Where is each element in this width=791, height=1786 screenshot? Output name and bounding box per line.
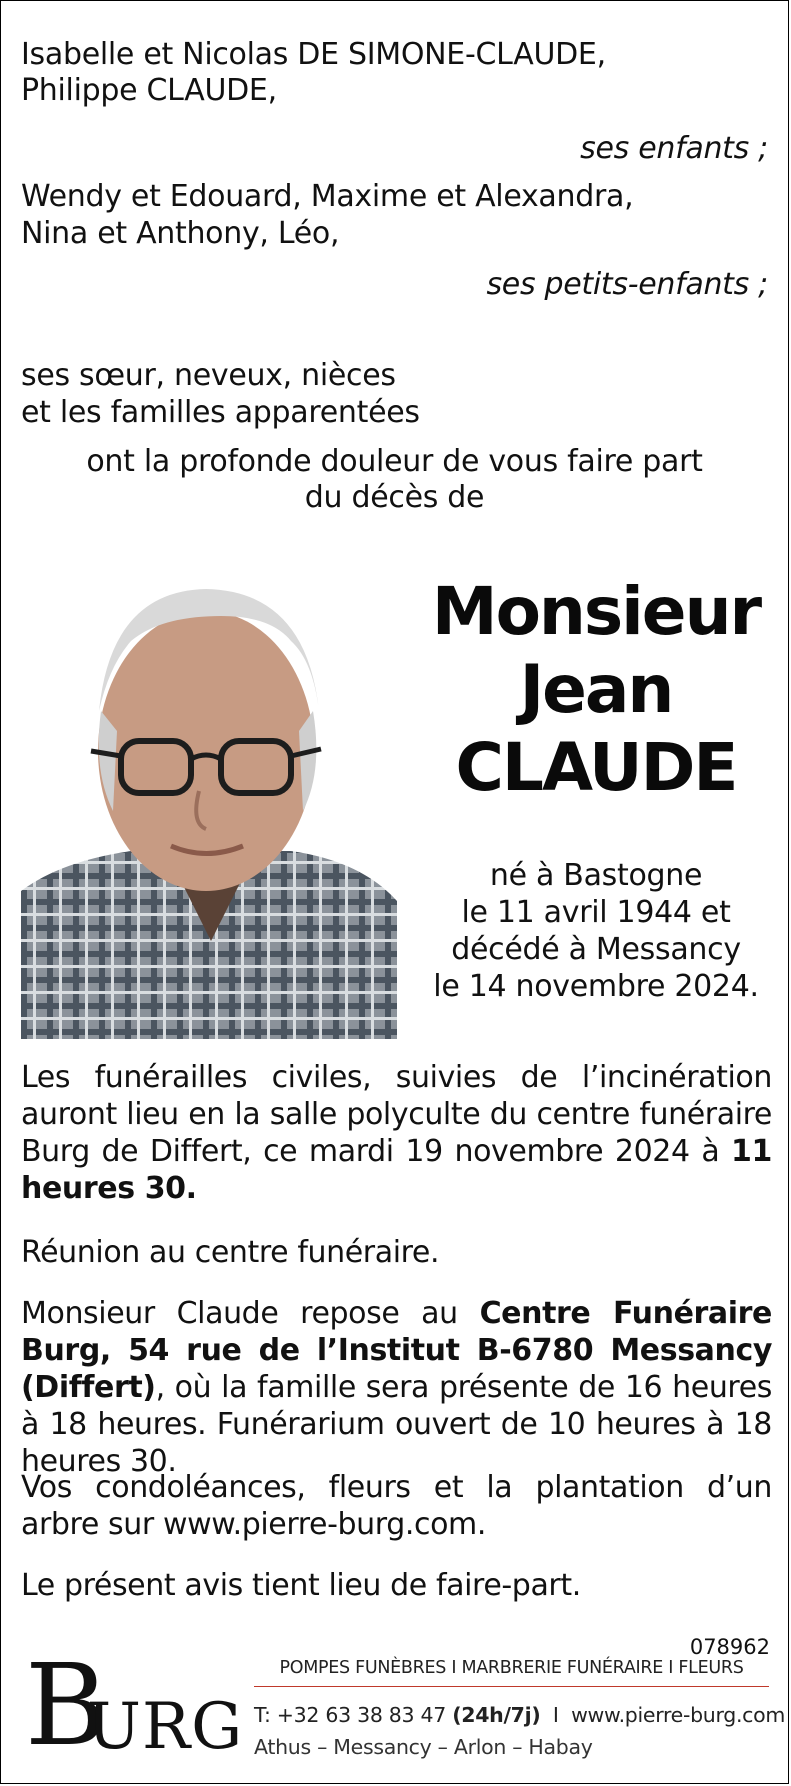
portrait-photo (21, 561, 397, 1039)
announce-line-2: du décès de (304, 480, 485, 515)
reference-number: 078962 (689, 1635, 770, 1659)
family-line-1: ses sœur, neveux, nièces (21, 358, 396, 393)
deceased-first-name: Jean (519, 651, 673, 728)
burg-logo (21, 1641, 244, 1771)
grandchildren-role: ses petits-enfants ; (486, 267, 768, 302)
contact-separator: I (540, 1703, 572, 1727)
announce-line-1: ont la profonde douleur de vous faire part (86, 444, 703, 479)
rest-text-2: , où la famille sera présente de 16 heures à 18 heures. Funérarium ouvert de 10 heures à 18 heures 30. (21, 1370, 772, 1479)
footer-divider (254, 1686, 769, 1687)
cities-line: Athus – Messancy – Arlon – Habay (254, 1735, 593, 1759)
rest-text-1: Monsieur Claude repose au (21, 1296, 480, 1331)
funeral-text: Les funérailles civiles, suivies de l’incinération auront lieu en la salle polyculte du centre funéraire Burg de Differt, ce mardi 19 novembre 2024 à (21, 1060, 772, 1169)
funeral-paragraph (21, 1059, 772, 1207)
website-link[interactable]: www.pierre-burg.com (571, 1703, 786, 1727)
family-line-2: et les familles apparentées (21, 395, 420, 430)
deceased-title: Monsieur (431, 573, 761, 650)
children-role: ses enfants ; (580, 131, 768, 166)
funeral-time: 11 heures 30. (21, 1134, 772, 1206)
death-line-1: décédé à Messancy (451, 932, 741, 967)
condolences-paragraph: Vos condoléances, fleurs et la plantation d’un arbre sur www.pierre-burg.com. (21, 1470, 772, 1542)
reunion-paragraph: Réunion au centre funéraire. (21, 1235, 440, 1270)
contact-line (254, 1702, 785, 1728)
deceased-name (421, 573, 771, 807)
logo-initial: B (25, 1641, 108, 1771)
rest-location: Centre Funéraire Burg, 54 rue de l’Institut B-6780 Messancy (Differt) (21, 1296, 772, 1405)
birth-line-2: le 11 avril 1944 et (461, 895, 731, 930)
phone-number: T: +32 63 38 83 47 (254, 1703, 453, 1727)
rest-paragraph (21, 1295, 772, 1480)
phone-hours: (24h/7j) (452, 1703, 541, 1727)
grandchildren-line-1: Wendy et Edouard, Maxime et Alexandra, (21, 179, 634, 214)
children-line-1: Isabelle et Nicolas DE SIMONE-CLAUDE, (21, 37, 606, 72)
notice-paragraph: Le présent avis tient lieu de faire-part. (21, 1568, 581, 1603)
services-line: POMPES FUNÈBRES I MARBRERIE FUNÉRAIRE I FLEURS (279, 1658, 744, 1678)
grandchildren-line-2: Nina et Anthony, Léo, (21, 216, 340, 251)
children-line-2: Philippe CLAUDE, (21, 73, 277, 108)
death-line-2: le 14 novembre 2024. (433, 969, 759, 1004)
deceased-last-name: CLAUDE (455, 729, 737, 806)
birth-line-1: né à Bastogne (489, 858, 703, 893)
logo-rest: URG (87, 1690, 244, 1764)
